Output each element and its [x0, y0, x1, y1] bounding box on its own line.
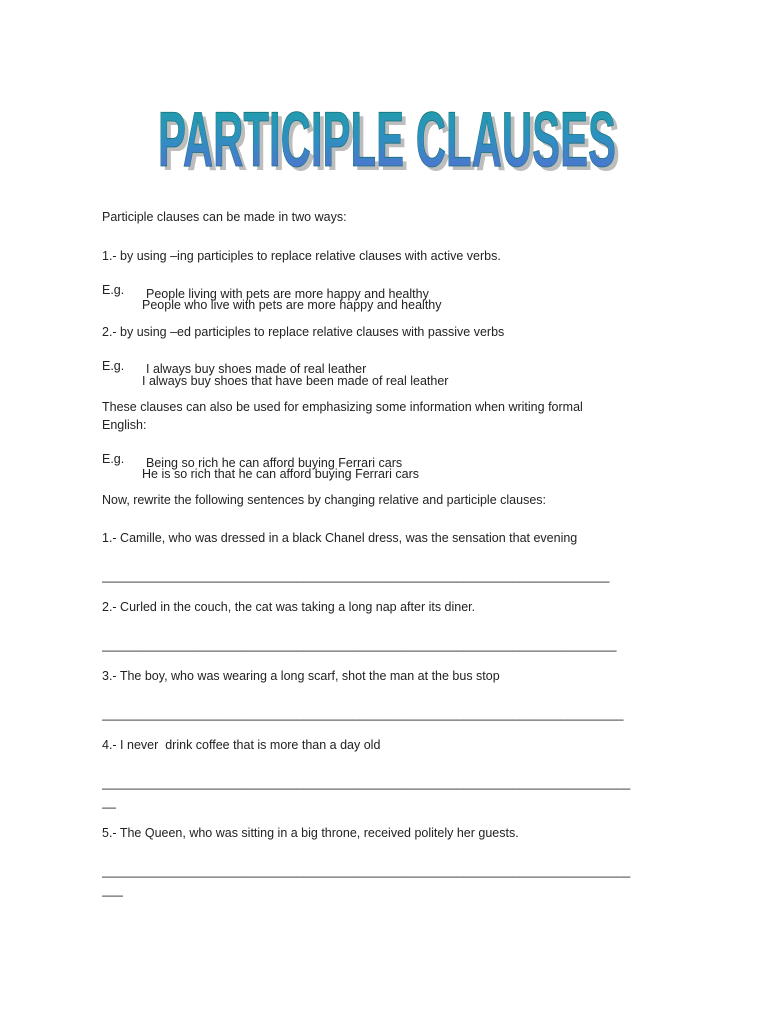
exercise-4-sentence: 4.- I never drink coffee that is more than a day old — [102, 738, 381, 752]
exercise-4-answer-line[interactable]: ____________________________________________________________________________ — [102, 776, 631, 790]
title-shadow-text: PARTICIPLE CLAUSES — [162, 99, 620, 187]
exercise-4-answer-line-continued[interactable]: __ — [102, 795, 116, 809]
exercise-1-answer-line[interactable]: _________________________________________________________________________ — [102, 569, 610, 583]
exercise-5-answer-line[interactable]: ____________________________________________________________________________ — [102, 864, 631, 878]
eg-label: E.g. — [102, 452, 125, 466]
instructions-text: Now, rewrite the following sentences by changing relative and participle clauses: — [102, 493, 546, 507]
example-text: People who live with pets are more happy and healthy — [142, 298, 442, 312]
exercise-1-sentence: 1.- Camille, who was dressed in a black Chanel dress, was the sensation that evening — [102, 531, 578, 545]
title-graphic — [148, 86, 628, 196]
rule-3-text-line1: These clauses can also be used for emphasizing some information when writing formal — [102, 400, 583, 414]
rule-1-text: 1.- by using –ing participles to replace relative clauses with active verbs. — [102, 249, 501, 263]
example-text: I always buy shoes that have been made of real leather — [142, 374, 449, 388]
intro-text: Participle clauses can be made in two ways: — [102, 210, 347, 224]
page-title: PARTICIPLE CLAUSES — [158, 95, 616, 183]
eg-label: E.g. — [102, 283, 125, 297]
eg-label: E.g. — [102, 359, 125, 373]
exercise-3-sentence: 3.- The boy, who was wearing a long scarf, shot the man at the bus stop — [102, 669, 500, 683]
rule-3-text-line2: English: — [102, 418, 147, 432]
rule-2-example-b: I always buy shoes made of real leather — [146, 362, 367, 376]
exercise-3-answer-line[interactable]: ___________________________________________________________________________ — [102, 707, 624, 721]
exercise-2-sentence: 2.- Curled in the couch, the cat was taking a long nap after its diner. — [102, 600, 476, 614]
rule-3-example-b: Being so rich he can afford buying Ferrari cars — [146, 456, 403, 470]
rule-2-text: 2.- by using –ed participles to replace relative clauses with passive verbs — [102, 325, 505, 339]
title-wordart — [148, 86, 628, 196]
example-text: He is so rich that he can afford buying Ferrari cars — [142, 467, 419, 481]
exercise-5-answer-line-continued[interactable]: ___ — [102, 883, 123, 897]
rule-1-example-b: People living with pets are more happy and healthy — [146, 287, 429, 301]
exercise-5-sentence: 5.- The Queen, who was sitting in a big throne, received politely her guests. — [102, 826, 519, 840]
exercise-2-answer-line[interactable]: __________________________________________________________________________ — [102, 638, 617, 652]
